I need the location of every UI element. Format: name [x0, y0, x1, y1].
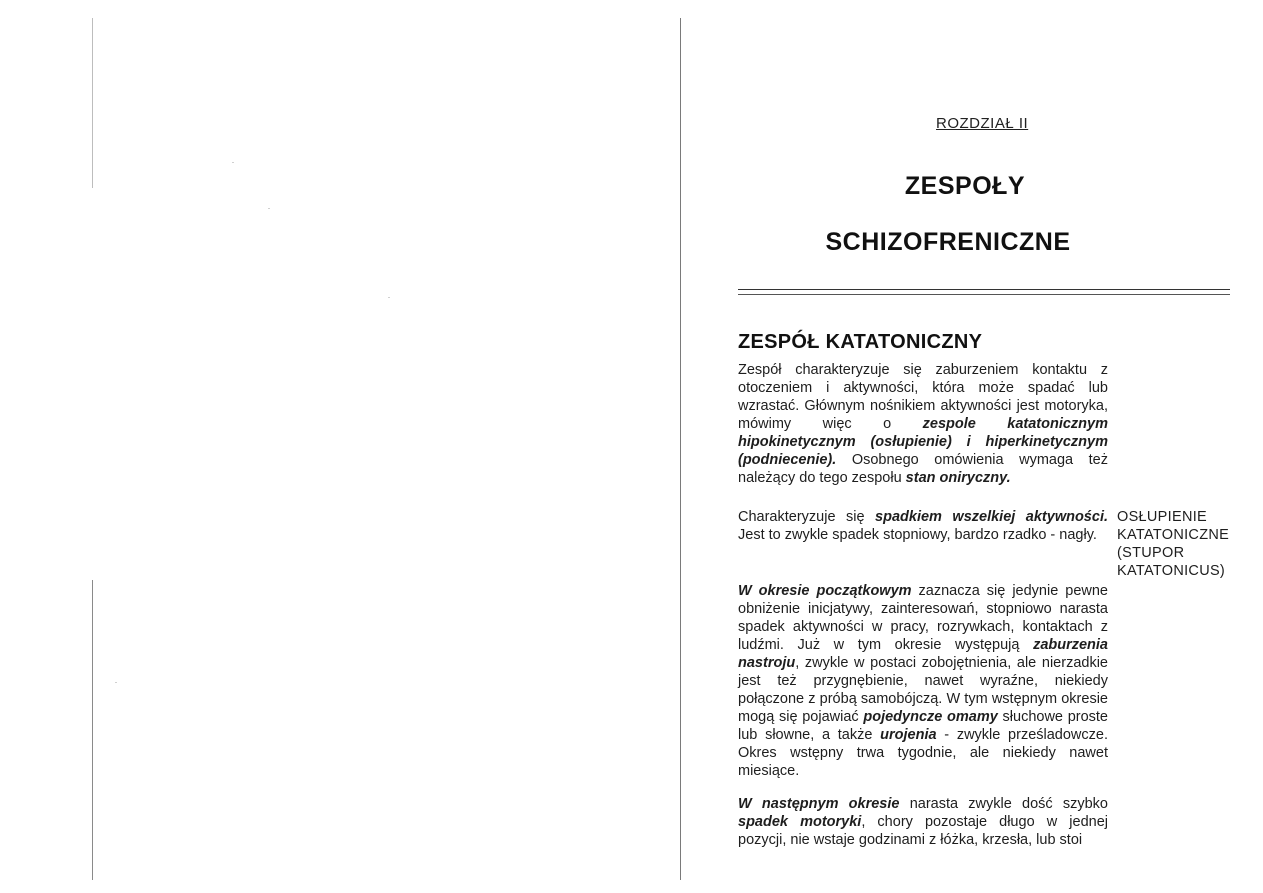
stupor-p2-emphasis-1: W okresie początkowym	[738, 583, 912, 599]
title-rule-top	[738, 289, 1230, 290]
scan-speck	[388, 297, 390, 298]
stupor-p3-text-2: , chory pozostaje długo w jednej pozycji, nie wstaje godzinami z łóżka, krzesła, lub stoi	[738, 814, 1108, 848]
margin-note-line-1: OSŁUPIENIE	[1117, 509, 1208, 525]
stupor-p2-emphasis-2: zaburzenia nastroju	[738, 637, 1108, 671]
stupor-p2-text-2: , zwykle w postaci zobojętnienia, ale nierzadkie jest też przygnębienie, nawet wyraźne, niekiedy połączone z próbą samobójczą. W tym wstępnym okresie mogą się pojawiać	[738, 655, 1108, 725]
stupor-p2-emphasis-3: pojedyncze omamy	[863, 709, 998, 725]
chapter-title-line-2: SCHIZOFRENICZNE	[825, 228, 1071, 256]
stupor-p2-text-4: - zwykle prześladowcze. Okres wstępny trwa tygodnie, ale niekiedy nawet miesiące.	[738, 727, 1108, 779]
margin-note	[1117, 508, 1257, 580]
intro-paragraph	[738, 361, 1108, 487]
scan-speck	[115, 682, 117, 683]
section-title: ZESPÓŁ KATATONICZNY	[738, 331, 983, 353]
scan-speck	[268, 208, 270, 209]
intro-text-1: Zespół charakteryzuje się zaburzeniem kontaktu z otoczeniem i aktywności, która może spadać lub wzrastać. Głównym nośnikiem aktywności jest motoryka, mówimy więc o	[738, 362, 1108, 432]
chapter-label: ROZDZIAŁ II	[936, 115, 1029, 132]
intro-emphasis-1: zespole katatonicznym hipokinetycznym (osłupienie) i hiperkinetycznym (podniecenie).	[738, 416, 1108, 468]
stupor-paragraph-1	[738, 508, 1108, 544]
stupor-p1-text-2: Jest to zwykle spadek stopniowy, bardzo rzadko - nagły.	[738, 527, 1097, 543]
stupor-p2-emphasis-4: urojenia	[880, 727, 937, 743]
margin-note-line-2: KATATONICZNE	[1117, 527, 1230, 543]
stupor-p3-emphasis-2: spadek motoryki	[738, 814, 862, 830]
stupor-p1-emphasis-1: spadkiem wszelkiej aktywności.	[875, 509, 1108, 525]
margin-note-line-3: (STUPOR	[1117, 545, 1185, 561]
stupor-p3-emphasis-1: W następnym okresie	[738, 796, 900, 812]
stupor-paragraph-2	[738, 582, 1108, 780]
scan-edge-bottom	[92, 580, 93, 880]
title-rule-bottom	[738, 294, 1230, 295]
stupor-p2-text-3: słuchowe proste lub słowne, a także	[738, 709, 1108, 743]
stupor-p2-text-1: zaznacza się jedynie pewne obniżenie inicjatywy, zainteresowań, stopniowo narasta spadek aktywności w pracy, rozrywkach, kontaktach z ludźmi. Już w tym okresie występują	[738, 583, 1108, 653]
stupor-p1-text-1: Charakteryzuje się	[738, 509, 876, 525]
scan-speck	[232, 162, 234, 163]
intro-text-2: Osobnego omówienia wymaga też należący do tego zespołu	[738, 452, 1108, 486]
stupor-p3-text-1: narasta zwykle dość szybko	[899, 796, 1108, 812]
scan-edge-top	[92, 18, 93, 188]
margin-note-line-4: KATATONICUS)	[1117, 563, 1226, 579]
chapter-title-line-1: ZESPOŁY	[904, 172, 1026, 200]
stupor-paragraph-3	[738, 795, 1108, 849]
intro-emphasis-2: stan oniryczny.	[905, 470, 1011, 486]
